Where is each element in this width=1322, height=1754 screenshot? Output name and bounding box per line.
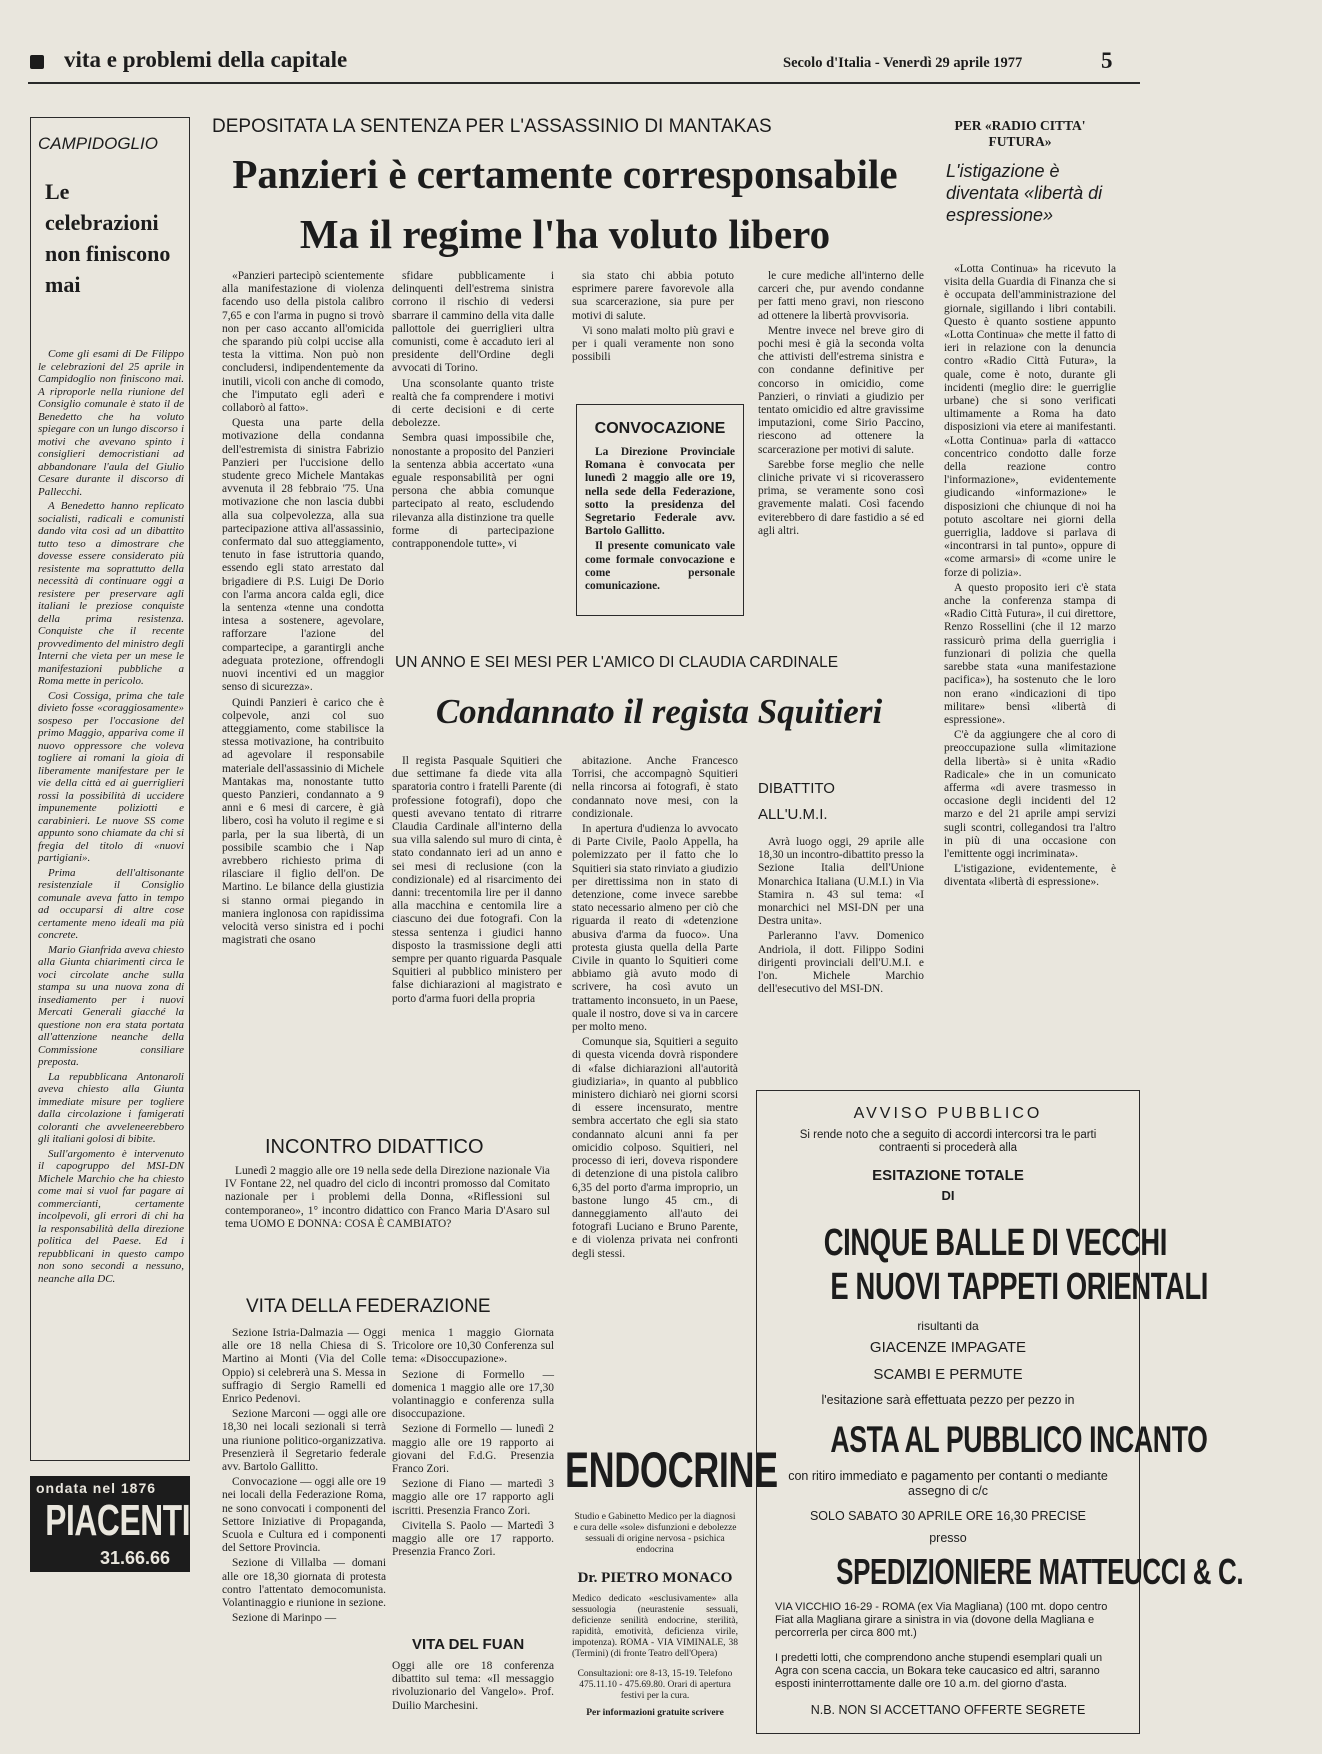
- campidoglio-paragraph: Sull'argomento è intervenuto il capogruppo del MSI-DN Michele Marchio che ha chiesto come mai si vuol far pagare ai commercianti, certamente incolpevoli, gli errori di chi ha la responsabilità della direzione politica del Paese. Ed i repubblicani in questo campo non sono secondi a nessuno, neanche alla DC.: [38, 1147, 184, 1285]
- radio-paragraph: «Lotta Continua» ha ricevuto la visita della Guardia di Finanza che si è occupata dell'amministrazione del giornale, sigillando i libri contabili. Questo è quanto sostiene appunto «Lotta Continua» che mette il fatto di ieri in relazione con la denuncia contro «Radio Città Futura», la quale, come è noto, durante gli incidenti (meglio dire: le guerriglie urbane) che si sono verificati ultimamente a Roma ha dato disposizioni via etere ai manifestanti. «Lotta Continua» parla di «attacco concentrico condotto dalle forze della reazione contro l'informazione», evidentemente giudicando «informazione» le disposizioni che chiunque di noi ha potuto ascoltare nei giorni della guerriglia, laddove si parlava di «incontrarsi in tal punto», oppure di «come armarsi» di «come unire le forze di polizia».: [944, 263, 1116, 579]
- federazione-column-2: [392, 1327, 554, 1597]
- endocrine-hours: Consultazioni: ore 8-13, 15-19. Telefono 475.11.10 - 475.69.80. Orari di apertura festivi per la cura.: [577, 1669, 733, 1701]
- mantakas-paragraph: sia stato chi abbia potuto esprimere parere favorevole alla sua scarcerazione, sia pure per motivi di salute.: [572, 270, 734, 322]
- piacenti-phone: 31.66.66: [100, 1548, 171, 1568]
- page-number: 5: [1101, 48, 1113, 73]
- avviso-big-line-1-wrap: [757, 1222, 1167, 1264]
- mantakas-paragraph: «Panzieri partecipò scientemente alla manifestazione di violenza facendo uso della pistola calibro 7,65 e con l'arma in pugno si trovò non per caso accanto all'omicida che sparando più colpi uccise alla testa la vittima. Non può non concludersi, indipendentemente da inutili, vicoli con anche di comodo, che l'imputato egli aderì e collaborò al fatto».: [222, 270, 384, 415]
- avviso-box: [756, 1090, 1244, 1734]
- federazione-item: Convocazione — oggi alle ore 19 nei locali della Federazione Roma, ne sono convocati i componenti del Settore Iniziative di Propaganda, Scuola e Cultura ed i componenti del Settore Provincia.: [222, 1476, 386, 1555]
- campidoglio-paragraph: A Benedetto hanno replicato socialisti, radicali e comunisti dando vita così ad un dibattito tutto teso a dimostrare che dovesse essere considerato più resistente ma soprattutto della necessità di continuare oggi a resistere per preservare agli italiani le preziose conquiste della prima resistenza. Conquiste che il recente provvedimento del ministro degli Interni che vieta per un mese le manifestazioni pubbliche a Roma mette in pericolo.: [38, 500, 184, 687]
- dibattito-paragraph: Avrà luogo oggi, 29 aprile alle 18,30 un incontro-dibattito presso la Sezione Italia dell'Unione Monarchica Italiana (U.M.I.) in Via Stamira n. 43 sul tema: «I monarchici nel MSI-DN per una Destra unita».: [758, 836, 924, 928]
- avviso-nb: N.B. NON SI ACCETTANO OFFERTE SEGRETE: [810, 1703, 1086, 1717]
- mantakas-column-4: [758, 270, 924, 646]
- publication-date: Secolo d'Italia - Venerdì 29 aprile 1977: [783, 55, 1023, 71]
- federazione-item: Civitella S. Paolo — Martedì 3 maggio alle ore 17 rapporto. Presenzia Franco Zori.: [392, 1519, 554, 1559]
- mantakas-paragraph: Quindi Panzieri è carico che è colpevole, anzi col suo atteggiamento, come stabilisce la stessa motivazione, ha contribuito ad agevolare il responsabile materiale dell'assassinio di Michele Mantakas ma, nonostante tutto questo Panzieri, condannato a 9 anni e 6 mesi di carcere, è già libero, così ha voluto il regime e si parla, per la sua libertà, di un possibile scambio che i Nap avrebbero richiesto prima di rilasciare il figlio dell'on. De Martino. Le bilance della giustizia si stanno ormai piegando in maniera inglonosa con rapidissima velocità verso sinistra ed i pochi magistrati che osano: [222, 696, 384, 947]
- mantakas-headline-2: Ma il regime l'ha voluto libero: [299, 211, 831, 257]
- convocazione-paragraph: Il presente comunicato vale come formale convocazione e come personale comunicazione.: [585, 540, 735, 593]
- incontro-title: INCONTRO DIDATTICO: [265, 1136, 484, 1158]
- endocrine-ad: [565, 1424, 778, 1730]
- avviso-title: AVVISO PUBBLICO: [853, 1105, 1043, 1122]
- squitieri-paragraph: In apertura d'udienza lo avvocato di Parte Civile, Paolo Appella, ha polemizzato per il fatto che lo Squitieri sia stato rinviato a giudizio per direttissima non in stato di detenzione, come invece sarebbe stato necessario almeno per ciò che riguarda il reato di «detenzione abusiva d'arma da fuoco». Una protesta giusta quella della Parte Civile in quanto lo Squitieri come abbiamo già avuto modo di scrivere, ha così avuto un trattamento inconsueto, in un Paese, quale il nostro, dove si va in carcere per molto meno.: [572, 823, 738, 1034]
- endocrine-info: Per informazioni gratuite scrivere: [586, 1708, 724, 1718]
- mantakas-kicker: DEPOSITATA LA SENTENZA PER L'ASSASSINIO DI MANTAKAS: [212, 116, 772, 137]
- dibattito-body: [758, 836, 924, 1054]
- endocrine-name: ENDOCRINE: [565, 1442, 778, 1498]
- campidoglio-kicker: CAMPIDOGLIO: [38, 134, 158, 153]
- federazione-item: Sezione di Formello — domenica 1 maggio alle ore 17,30 volantinaggio e conferenza sulla disoccupazione.: [392, 1368, 554, 1421]
- federazione-item: Sezione di Marinpo —: [232, 1612, 337, 1625]
- campidoglio-paragraph: Così Cossiga, prima che tale divieto fosse «coraggiosamente» sospeso per l'occasione del primo Maggio, appariva come il nuovo oppressore che voleva togliere ai romani la gioia di liberamente manifestare per le vie della città ed ai guerriglieri rossi la possibilità di uccidere impunemente poliziotti e carabinieri. Le nuove SS come appunto sono chiamate da chi si fregia del titolo di «nuovi partigiani».: [38, 689, 184, 864]
- radio-paragraph: L'istigazione, evidentemente, è diventata «libertà di espressione».: [944, 863, 1116, 889]
- endocrine-doctor: Dr. PIETRO MONACO: [577, 1570, 733, 1586]
- squitieri-paragraph: abitazione. Anche Francesco Torrisi, che accompagnò Squitieri nella rincorsa ai fotografi, è stato condannato nove mesi, con la condizionale.: [572, 755, 738, 820]
- avviso-scambi: SCAMBI E PERMUTE: [873, 1366, 1023, 1383]
- federazione-column-1: [222, 1327, 386, 1725]
- header-rule: [28, 82, 1140, 84]
- piacenti-ad: [30, 1476, 190, 1572]
- avviso-big-line-2-wrap: [757, 1266, 1209, 1308]
- federazione-item: menica 1 maggio Giornata Tricolore ore 10,30 Conferenza sul tema: «Disoccupazione».: [392, 1327, 554, 1366]
- squitieri-headline: Condannato il regista Squitieri: [435, 692, 883, 731]
- avviso-big-line-1: CINQUE BALLE DI VECCHI: [823, 1222, 1167, 1264]
- federazione-item: Sezione Istria-Dalmazia — Oggi alle ore 18 nella Chiesa di S. Martino ai Monti (Via del Colle Oppio) si celebrerà una S. Messa in suffragio di Sergio Ramelli ed Enrico Pedenovi.: [222, 1327, 386, 1406]
- mantakas-paragraph: Mentre invece nel breve giro di pochi mesi è già la seconda volta che attivisti dell'estrema sinistra e con condanne definitive per concorso in omicidio, come Panzieri, o rinviati a giudizio per tentato omicidio ed altre gravissime imputazioni, come Sirio Paccino, riescono ad ottenere la scarcerazione per motivi di salute.: [758, 324, 924, 456]
- avviso-big-line-2: E NUOVI TAPPETI ORIENTALI: [830, 1266, 1209, 1308]
- radio-kicker: PER «RADIO CITTA' FUTURA»: [954, 118, 1086, 149]
- avviso-asta-wrap: [757, 1419, 1208, 1460]
- convocazione-body: [585, 446, 735, 593]
- masthead-icon: [30, 55, 44, 69]
- fuan-title: VITA DEL FUAN: [412, 1636, 525, 1653]
- avviso-presso: presso: [929, 1531, 967, 1545]
- mantakas-column-1: [222, 270, 384, 982]
- campidoglio-paragraph: Prima dell'altisonante resistenziale il Consiglio comunale aveva fatto in tempo ad occuparsi di altre cose certamente meno ideali ma più concrete.: [38, 866, 184, 941]
- avviso-spedizioniere: SPEDIZIONIERE MATTEUCCI & C.: [836, 1551, 1244, 1592]
- avviso-esitazione: ESITAZIONE TOTALE: [872, 1167, 1024, 1184]
- endocrine-description: Studio e Gabinetto Medico per la diagnosi e cura delle «sole» disfunzioni e debolezze sessuali di origine nervosa - psichica endocrina: [573, 1512, 737, 1555]
- mantakas-paragraph: Questa una parte della motivazione della condanna dell'estremista di sinistra Fabrizio Panzieri per l'uccisione dello studente greco Michele Mantakas avvenuta il 28 febbraio '75. Una motivazione che non lascia dubbi alla sua colpevolezza, alla sua partecipazione attiva all'assassinio, confermato dal suo atteggiamento, tenuto in fase istruttoria quando, essendo egli stato arrestato dal brigadiere di P.S. Luigi De Dorio con l'arma ancora calda egli, dice la sentenza «tenne una condotta intesa a sostenere, agevolare, rafforzare l'azione del compartecipe, a garantirgli anche adeguata protezione, offrendogli nuovi incentivi ed un maggior senso di sicurezza».: [222, 417, 384, 694]
- campidoglio-body: [38, 348, 184, 1287]
- radio-title: L'istigazione è diventata «libertà di espressione»: [946, 161, 1103, 225]
- avviso-giacenze: GIACENZE IMPAGATE: [869, 1339, 1027, 1356]
- avviso-ritiro: con ritiro immediato e pagamento per contanti o mediante assegno di c/c: [788, 1469, 1108, 1498]
- radio-paragraph: A questo proposito ieri c'è stata anche la conferenza stampa di «Radio Città Futura», il cui direttore, Renzo Rossellini (che il 12 marzo rassicurò prima della guerriglia i funzionari di polizia che quella sarebbe stata «una manifestazione pacifica»), ha sostenuto che le loro non erano «indicazioni di tipo militare» bensì «libertà di espressione».: [944, 581, 1116, 726]
- squitieri-paragraph: Il regista Pasquale Squitieri che due settimane fa diede vita alla sparatoria contro i fratelli Parente (di professione fotografi), dopo che questi avevano tentato di ritrarre Claudia Cardinale all'interno della sua villa salendo sul muro di cinta, è stato condannato ieri ad un anno e sei mesi di reclusione (con la condizionale) ed al risarcimento dei danni: trecentomila lire per il danno alla macchina e centomila lire a ciascuno dei due fotografi. Con la stessa sentenza i giudici hanno disposto la trasmissione degli atti sempre per quanto riguarda Pasquale Squitieri al pubblico ministero per false dichiarazioni al magistrato e porto d'arma fuori della propria: [392, 755, 562, 1005]
- avviso-effettuata: l'esitazione sarà effettuata pezzo per pezzo in: [821, 1393, 1075, 1407]
- mantakas-paragraph: sfidare pubblicamente i delinquenti dell'estrema sinistra corrono il rischio di vedersi sbarrare il cammino della vita dalle pallottole dei guerriglieri ultra comunisti, come è accaduto ieri al presidente dell'Ordine degli avvocati di Torino.: [392, 270, 554, 375]
- avviso-spedizioniere-wrap: [757, 1551, 1244, 1592]
- avviso-address: VIA VICCHIO 16-29 - ROMA (ex Via Magliana) (100 mt. dopo centro Fiat alla Magliana girare a sinistra in via (dovone della Magliana e percorrerla per circa 800 mt.): [775, 1601, 1108, 1639]
- mantakas-paragraph: Sembra quasi impossibile che, nonostante a proposito del Panzieri la sentenza abbia accertato «una eguale responsabilità per ogni persona che abbia comunque partecipato al reato, escludendo rilevanza alla distinzione tra quelle forme di partecipazione contrapponendole tutte», vi: [392, 432, 554, 551]
- avviso-intro: Si rende noto che a seguito di accordi intercorsi tra le parti contraenti si procederà alla: [799, 1129, 1097, 1154]
- squitieri-kicker: UN ANNO E SEI MESI PER L'AMICO DI CLAUDIA CARDINALE: [395, 654, 839, 671]
- dibattito-subtitle: ALL'U.M.I.: [758, 806, 828, 823]
- campidoglio-paragraph: Come gli esami di De Filippo le celebrazioni del 25 aprile in Campidoglio non finiscono mai. A riproporle nella riunione del Consiglio comunale è stato il de Benedetto che ha voluto spiegare con un lungo discorso i motivi che avevano spinto i consiglieri democristiani ad abbandonare l'aula del Giulio Cesare durante il discorso di Pallecchi.: [38, 348, 184, 498]
- convocazione-title: CONVOCAZIONE: [594, 420, 726, 437]
- incontro-body: Lunedì 2 maggio alle ore 19 nella sede della Direzione nazionale Via IV Fontane 22, nel quadro del ciclo di incontri promosso dal Comitato nazionale per i problemi della Donna, «Riflessioni sul contemporaneo», 1° incontro didattico con Franco Maria D'Asaro sul tema UOMO E DONNA: COSA È CAMBIATO?: [225, 1165, 550, 1230]
- squitieri-column-1: [392, 755, 562, 1097]
- mantakas-column-2: [392, 270, 554, 646]
- mantakas-paragraph: le cure mediche all'interno delle carceri che, pur avendo condanne per fatti meno gravi, non riescono ad ottenere la libertà provvisoria.: [758, 270, 924, 322]
- mantakas-headline-1: Panzieri è certamente corresponsabile: [232, 151, 898, 197]
- radio-paragraph: C'è da aggiungere che al coro di preoccupazione sulla «limitazione della libertà» si è unita «Radio Radicale» che in un comunicato afferma «di avere trasmesso in occasione degli incidenti del 12 marzo e del 21 aprile ampi servizi sugli scontri, collegandosi tra l'altro in più di una occasione con l'emittente oggi incriminata».: [944, 729, 1116, 860]
- avviso-risultanti: risultanti da: [917, 1319, 979, 1333]
- dibattito-paragraph: Parleranno l'avv. Domenico Andriola, il dott. Filippo Sodini dirigenti provinciali dell'U.M.I. e l'on. Michele Marchio dell'esecutivo del MSI-DN.: [758, 930, 924, 996]
- avviso-solo: SOLO SABATO 30 APRILE ORE 16,30 PRECISE: [809, 1509, 1087, 1523]
- piacenti-name: PIACENTI: [45, 1496, 191, 1545]
- squitieri-column-2: [572, 755, 738, 1407]
- avviso-note: I predetti lotti, che comprendono anche stupendi esemplari quali un Agra con scena caccia, un Bokara teke caucasico ed altri, saranno esposti ininterrottamente dalle ore 10 a.m. del giorno d'asta.: [775, 1652, 1103, 1690]
- federazione-title: VITA DELLA FEDERAZIONE: [246, 1296, 491, 1317]
- campidoglio-title: Le celebrazioni non finiscono mai: [45, 179, 171, 297]
- convocazione-paragraph: La Direzione Provinciale Romana è convocata per lunedì 2 maggio alle ore 19, nella sede della Federazione, sotto la presidenza del Segretario Federale avv. Bartolo Gallitto.: [585, 446, 735, 538]
- fuan-body: Oggi alle ore 18 conferenza dibattito sul tema: «Il messaggio rivoluzionario del Vangelo». Prof. Duilio Marchesini.: [392, 1660, 554, 1712]
- convocazione-box: [576, 404, 744, 616]
- mantakas-paragraph: Sarebbe forse meglio che nelle cliniche private vi si ricoverassero prima, se veramente sono così gravemente malati. Così facendo eviterebbero di dare fastidio a sé ed agli altri.: [758, 458, 924, 537]
- radio-body: [944, 263, 1116, 1063]
- squitieri-paragraph: Comunque sia, Squitieri a seguito di questa vicenda dovrà rispondere di «false dichiarazioni all'autorità giudiziaria», in quanto al pubblico ministero dichiarò nei giorni scorsi di essere incensurato, mentre sembra accertato che egli sia stato condannato alcuni anni fa per omicidio colposo. Squitieri, nel processo di ieri, doveva rispondere di detenzione di una pistola calibro 6,35 del porto d'arma improprio, un bastone lungo 45 cm., di danneggiamento all'auto dei fotografi Luciano e Bruno Parente, e di violenza privata nei confronti degli stessi.: [572, 1036, 738, 1260]
- mantakas-paragraph: Vi sono malati molto più gravi e per i quali veramente non sono possibili: [572, 324, 734, 364]
- avviso-di: DI: [941, 1188, 955, 1203]
- campidoglio-paragraph: Mario Gianfrida aveva chiesto alla Giunta chiarimenti circa le voci circolate anche sulla stampa su una nuova zona di insediamento per i nuovi Mercati Generali giacché la questione non era stata portata all'attenzione neanche della Commissione consiliare preposta.: [38, 943, 184, 1068]
- federazione-item: Sezione di Fiano — martedì 3 maggio alle ore 17 rapporto agli iscritti. Presenzia Franco Zori.: [392, 1478, 554, 1517]
- federazione-item: Sezione di Villalba — domani alle ore 18,30 giornata di protesta contro l'attentato democomunista. Volantinaggio e riunione in sezione.: [222, 1557, 386, 1610]
- endocrine-details: Medico dedicato «esclusivamente» alla sessuologia (neurastenie sessuali, deficienze senilità endocrine, sterilità, rapidità, emotività, deficienza virile, impotenza). ROMA - VIA VIMINALE, 38 (Termini) (di fronte Teatro dell'Opera): [572, 1594, 738, 1659]
- mantakas-paragraph: Una sconsolante quanto triste realtà che fa comprendere i motivi di certe decisioni e di certe debolezze.: [392, 377, 554, 430]
- federazione-item: Sezione Marconi — oggi alle ore 18,30 nei locali sezionali si terrà una riunione politico-organizzativa. Presenzierà il Segretario federale avv. Bartolo Gallitto.: [222, 1408, 386, 1474]
- mantakas-column-3: [572, 270, 734, 380]
- piacenti-founded: ondata nel 1876: [36, 1480, 157, 1496]
- federazione-item: Sezione di Formello — lunedì 2 maggio alle ore 19 rapporto ai giovani del F.d.G. Presenzia Franco Zori.: [392, 1423, 554, 1476]
- avviso-asta: ASTA AL PUBBLICO INCANTO: [830, 1419, 1208, 1460]
- section-title: vita e problemi della capitale: [64, 47, 348, 72]
- dibattito-title: DIBATTITO: [758, 780, 835, 797]
- campidoglio-paragraph: La repubblicana Antonaroli aveva chiesto alla Giunta immediate misure per togliere dalla circolazione i famigerati coloranti che avveleneerebbero gli italiani golosi di bibite.: [38, 1070, 184, 1145]
